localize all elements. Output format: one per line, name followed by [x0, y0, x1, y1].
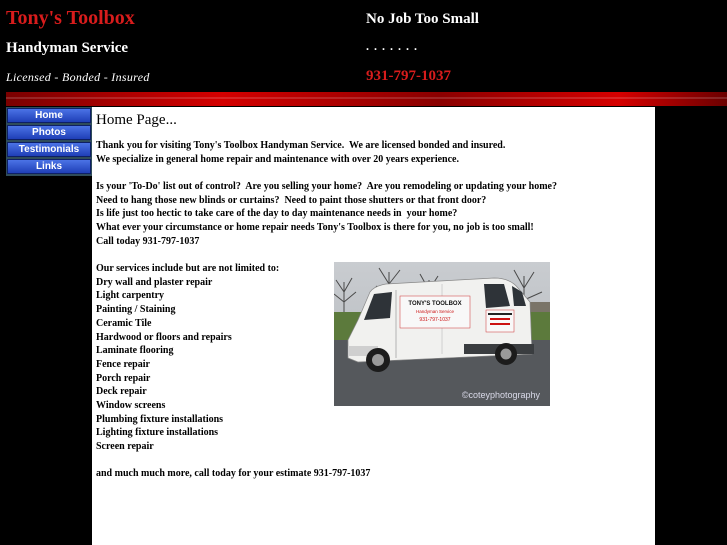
question-line: Is your 'To-Do' list out of control? Are you selling your home? Are you remodeling or updating your home?	[96, 181, 557, 192]
van-photo	[334, 262, 550, 406]
question-line: What ever your circumstance or home repair needs Tony's Toolbox is there for you, no job is too small!	[96, 222, 534, 234]
main-content	[92, 107, 655, 545]
slogan: No Job Too Small	[366, 11, 479, 27]
service-item: Window screens	[96, 400, 166, 411]
site-subtitle: Handyman Service	[6, 40, 129, 56]
slogan-dots: . . . . . . .	[366, 39, 418, 53]
service-item: Painting / Staining	[96, 304, 176, 316]
header-red-bar	[6, 92, 727, 106]
van-logo-phone: 931-797-1037	[419, 317, 451, 323]
service-item: Laminate flooring	[96, 345, 174, 357]
call-today: Call today 931-797-1037	[96, 235, 200, 247]
van-logo-sub: Handyman Service	[415, 309, 455, 314]
intro-line: We specialize in general home repair and maintenance with over 20 years experience.	[96, 153, 459, 165]
question-line: Is life just too hectic to take care of the day to day maintenance needs in your home?	[96, 208, 458, 220]
service-item: Lighting fixture installations	[96, 427, 219, 439]
van-logo-text: TONY'S TOOLBOX	[408, 301, 462, 307]
nav-testimonials-link[interactable]: Testimonials	[7, 142, 91, 157]
service-item: Hardwood or floors and repairs	[96, 331, 232, 343]
closing-line: and much much more, call today for your estimate 931-797-1037	[96, 468, 371, 479]
service-item: Fence repair	[96, 358, 150, 370]
service-item: Ceramic Tile	[96, 317, 152, 329]
services-heading: Our services include but are not limited to:	[96, 263, 280, 274]
header-phone: 931-797-1037	[366, 68, 451, 84]
page-title: Home Page...	[96, 112, 177, 128]
service-item: Dry wall and plaster repair	[96, 276, 213, 288]
service-item: Porch repair	[96, 372, 151, 384]
question-line: Need to hang those new blinds or curtains? Need to paint those shutters or that front door?	[96, 194, 487, 206]
nav-photos-link[interactable]: Photos	[7, 125, 91, 140]
service-item: Deck repair	[96, 386, 147, 398]
service-item: Screen repair	[96, 441, 154, 453]
nav-home-link[interactable]: Home	[7, 108, 91, 123]
nav-menu	[6, 107, 92, 176]
site-title: Tony's Toolbox	[6, 7, 135, 29]
intro-line: Thank you for visiting Tony's Toolbox Handyman Service. We are licensed bonded and insured.	[96, 140, 506, 151]
service-item: Light carpentry	[96, 290, 165, 302]
service-item: Plumbing fixture installations	[96, 413, 224, 425]
photo-watermark: ©coteyphotography	[461, 390, 540, 400]
licensed-tagline: Licensed - Bonded - Insured	[6, 70, 150, 84]
nav-links-link[interactable]: Links	[7, 159, 91, 174]
